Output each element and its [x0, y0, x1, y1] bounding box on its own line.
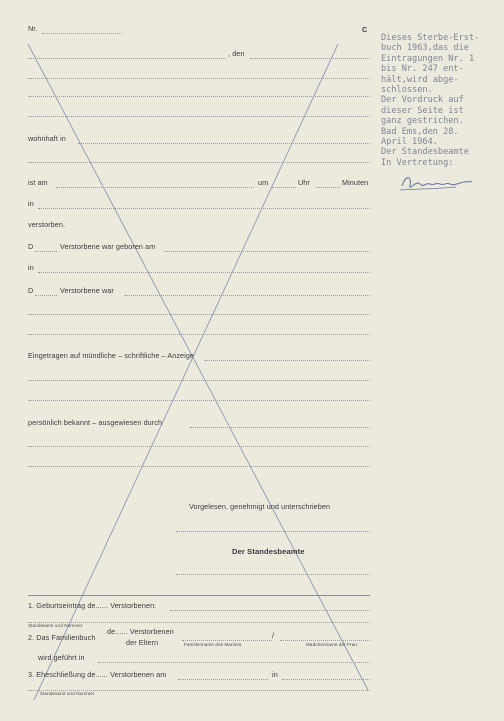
anzeige-line: [204, 360, 370, 361]
geboren-prefix: D: [28, 242, 34, 251]
footer-item-1: 1. Geburtseintrag de...... Verstorbenen:: [28, 601, 157, 610]
blank-line-7: [28, 380, 370, 381]
eingetragen-label: Eingetragen auf mündliche – schriftliche – Anzeige: [28, 351, 195, 360]
footer-rule: [28, 595, 370, 596]
standesamt-nummer-caption-1: Standesamt und Nummer: [28, 623, 83, 628]
typed-line: hält,wird abge-: [381, 74, 459, 85]
typed-line: In Vertretung:: [381, 157, 454, 168]
blank-line-6: [28, 334, 370, 335]
typed-line: dieser Seite ist: [381, 105, 464, 116]
footer-item-2-de: de...... Verstorbenen: [107, 627, 174, 636]
wird-gefuehrt-label: wird geführt in: [38, 653, 85, 662]
typed-line: April 1964.: [381, 137, 438, 148]
typed-line: bis Nr. 247 ent-: [381, 64, 464, 75]
standesamt-nummer-caption-2: Standesamt und Nummer: [40, 691, 95, 696]
minute-line: [316, 187, 340, 188]
cross-line-left: [28, 44, 368, 690]
marital-line: [124, 295, 370, 296]
minuten-label: Minuten: [342, 178, 369, 187]
registrar-signature-line: [176, 574, 370, 575]
typed-line: Der Vordruck auf: [381, 95, 464, 106]
vorgelesen-label: Vorgelesen, genehmigt und unterschrieben: [189, 502, 331, 511]
footer-item-2-eltern: der Eltern: [126, 638, 159, 647]
blank-line-10: [28, 466, 370, 467]
geboren-prefix-line: [35, 251, 57, 252]
place-of-death-line: [38, 208, 370, 209]
typed-line: Dieses Sterbe-Erst-: [381, 33, 480, 43]
place-line: [28, 58, 226, 59]
marriage-date-line: [178, 679, 268, 680]
typed-line: Der Standesbeamte: [381, 147, 469, 158]
blank-line-4: [28, 162, 370, 163]
c-letter: C: [362, 25, 368, 34]
um-label: um: [258, 178, 269, 187]
footer-item-3: 3. Eheschließung de...... Verstorbenen am: [28, 670, 167, 679]
wife-name-line: [280, 640, 370, 641]
typed-annotation: [381, 33, 479, 168]
standesbeamte-title: Der Standesbeamte: [232, 547, 305, 556]
blank-line-1: [28, 78, 370, 79]
slash-separator: /: [272, 631, 275, 640]
wird-gefuehrt-line: [98, 662, 370, 663]
den-label: , den: [228, 49, 245, 58]
geboren-label: Verstorbene war geboren am: [60, 242, 156, 251]
ist-am-label: ist am: [28, 178, 48, 187]
typed-line: Eintragungen Nr. 1: [381, 53, 475, 64]
war-prefix: D: [28, 286, 34, 295]
footer-item-1-line: [170, 610, 370, 611]
typed-line: schlossen.: [381, 85, 433, 96]
wife-name-caption: Mädchenname der Frau: [306, 642, 358, 647]
blank-line-3: [28, 116, 370, 117]
verstorben-label: verstorben.: [28, 220, 66, 229]
in-label-3: in: [272, 670, 278, 679]
footer-item-2: 2. Das Familienbuch: [28, 633, 96, 642]
blank-line-8: [28, 400, 370, 401]
hour-line: [272, 187, 296, 188]
date-of-death-line: [56, 187, 254, 188]
birth-place-line: [38, 272, 370, 273]
nr-label: Nr.: [28, 24, 38, 33]
wohnhaft-label: wohnhaft in: [28, 134, 66, 143]
war-label: Verstorbene war: [60, 286, 114, 295]
date-line: [250, 58, 370, 59]
in-label-2: in: [28, 263, 34, 272]
husband-name-caption: Familienname des Mannes: [184, 642, 242, 647]
birth-date-line: [164, 251, 370, 252]
husband-name-line: [182, 640, 272, 641]
typed-line: Bad Ems,den 28.: [381, 126, 459, 137]
nr-line: [42, 33, 122, 34]
war-prefix-line: [35, 295, 57, 296]
uhr-label: Uhr: [298, 178, 310, 187]
typed-line: ganz gestrichen.: [381, 116, 464, 127]
blank-line-5: [28, 314, 370, 315]
blank-line-2: [28, 96, 370, 97]
in-label-1: in: [28, 199, 34, 208]
typed-line: buch 1963,das die: [381, 43, 469, 54]
wohnhaft-line: [78, 143, 370, 144]
blank-line-9: [28, 446, 370, 447]
ausgewiesen-line: [190, 427, 370, 428]
signature-line: [176, 531, 370, 532]
handwritten-signature: [396, 172, 476, 196]
marriage-place-line: [282, 679, 370, 680]
persoenlich-label: persönlich bekannt – ausgewiesen durch: [28, 418, 163, 427]
